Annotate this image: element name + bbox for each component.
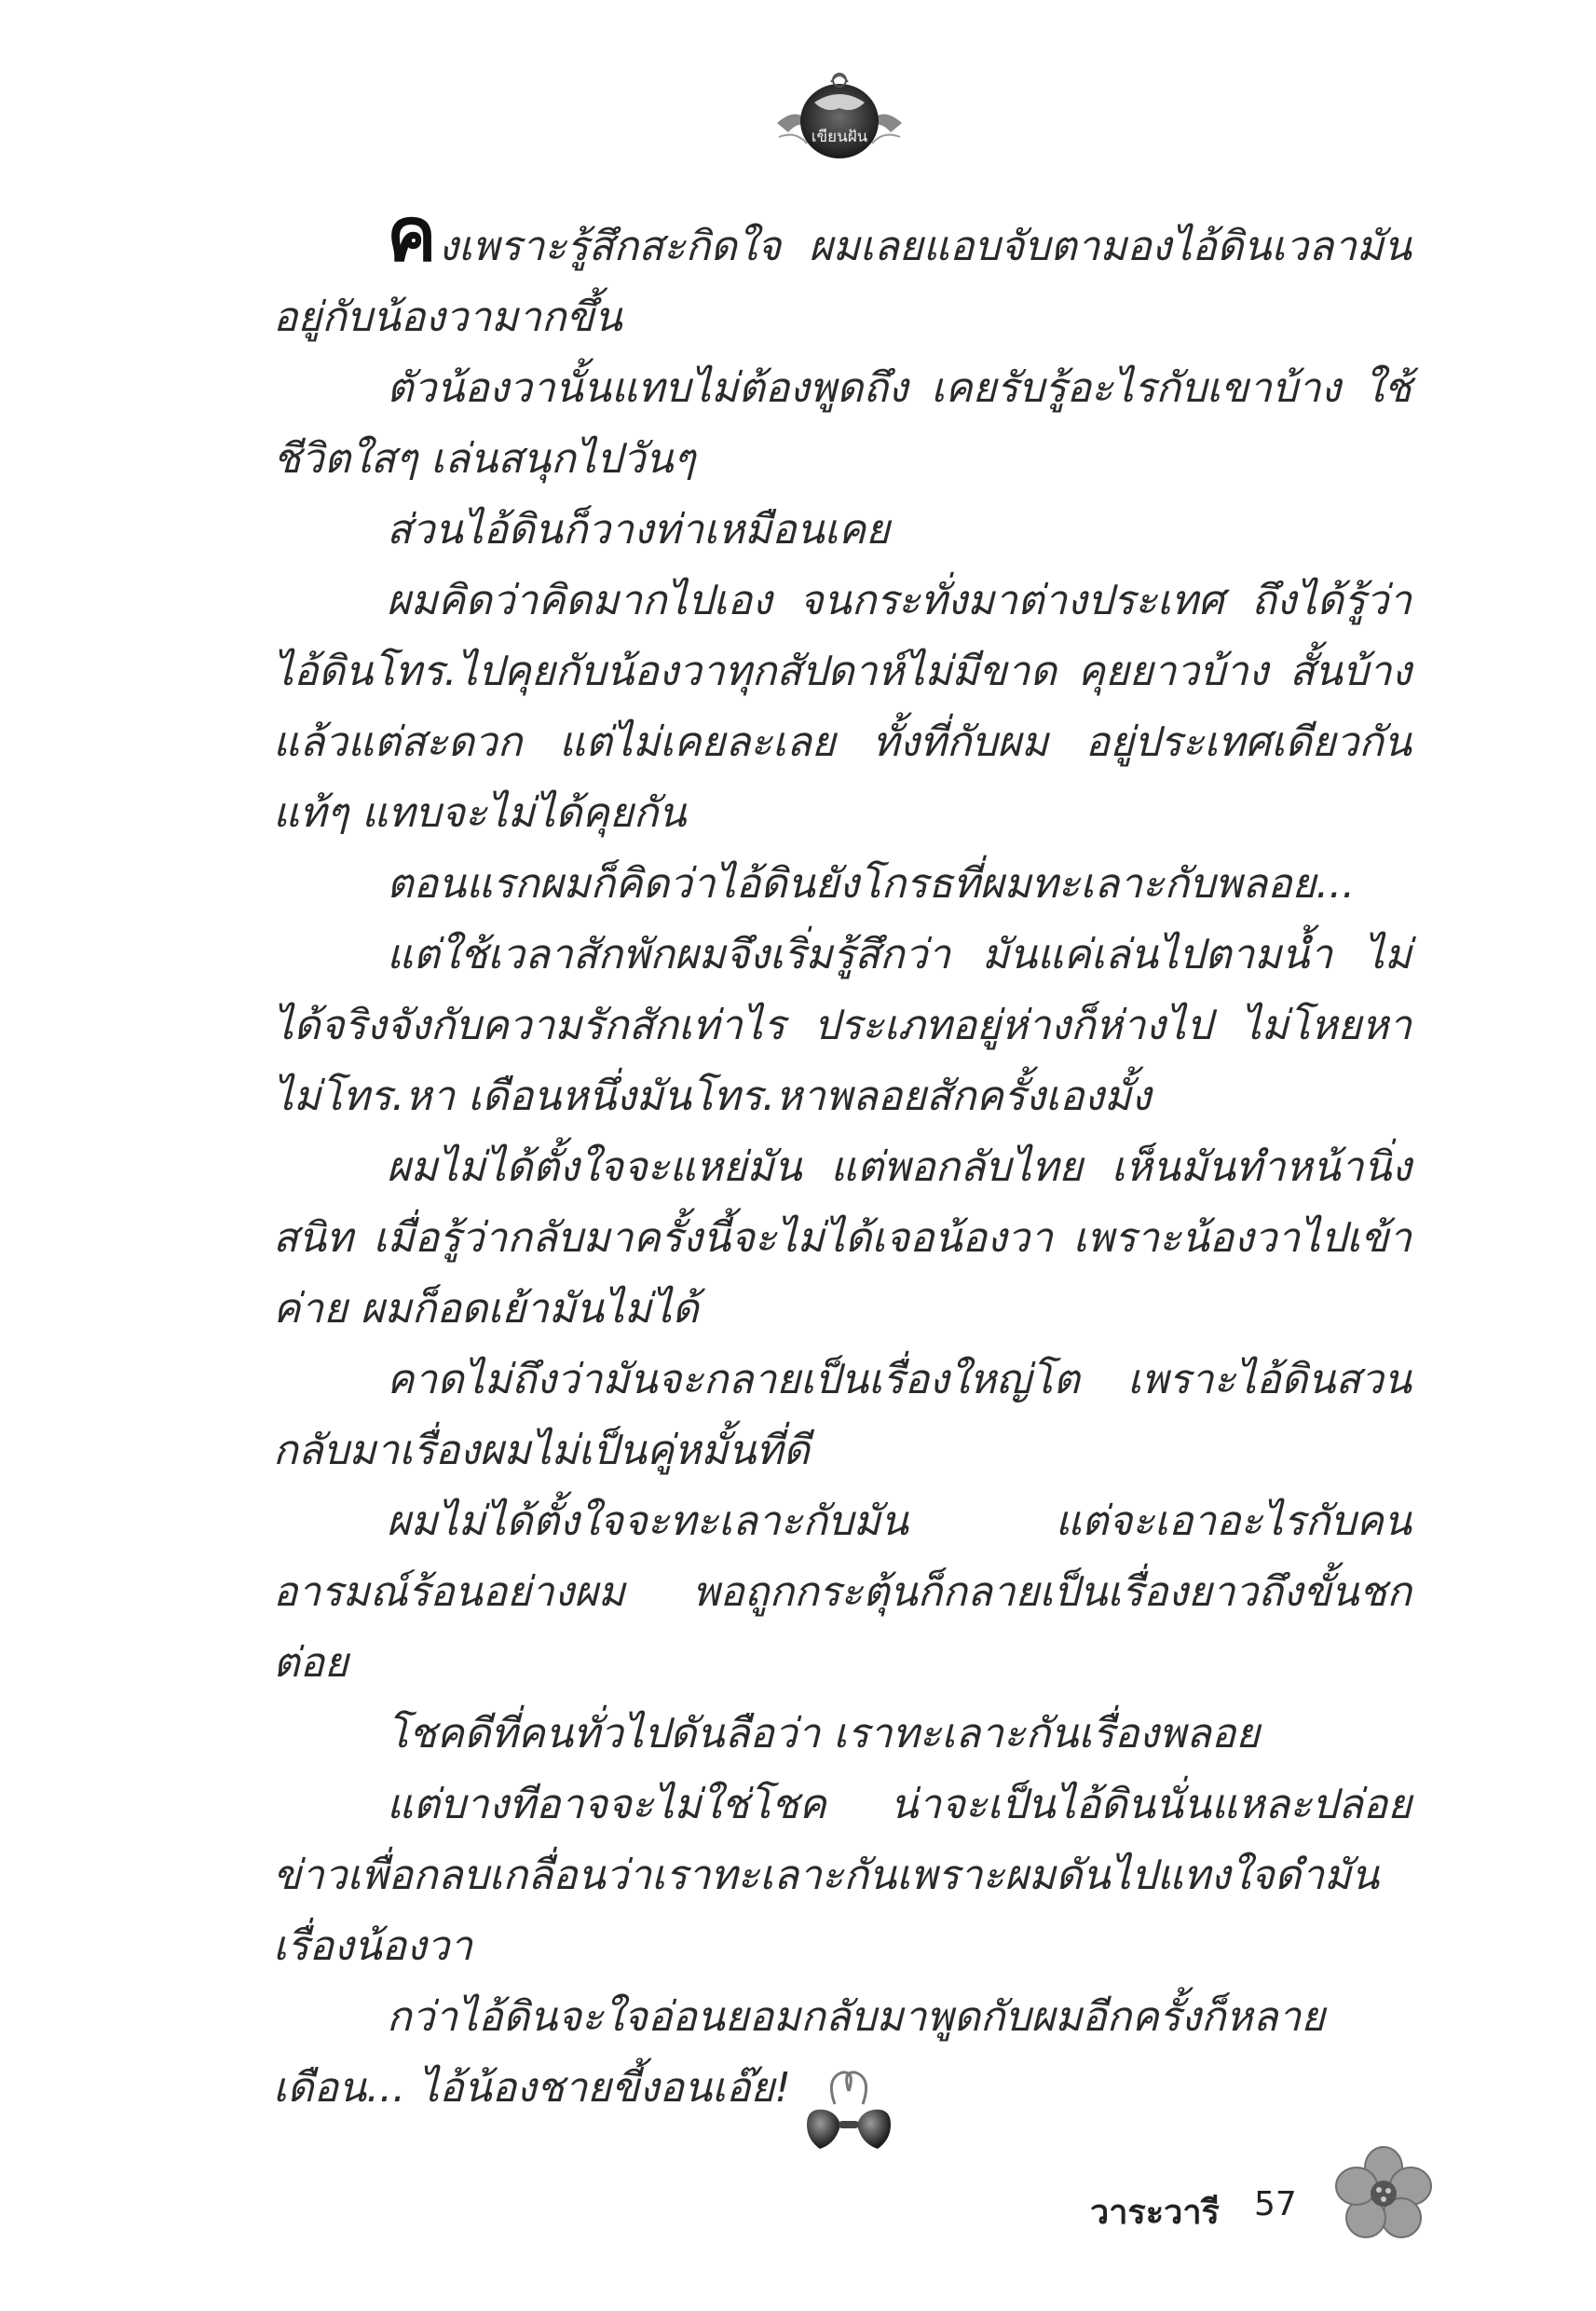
paragraph: ผมคิดว่าคิดมากไปเอง จนกระทั่งมาต่างประเทศ ถึงได้รู้ว่าไอ้ดินโทร.ไปคุยกับน้องวาทุกสัปดาห์ไม่มีขาด คุยยาวบ้าง สั้นบ้าง แล้วแต่สะดวก แต่ไม่เคยละเลย ทั้งที่กับผม อยู่ประเทศเดียวกันแท้ๆ แทบจะไม่ได้คุยกัน	[273, 577, 1412, 837]
paragraph: แต่บางทีอาจจะไม่ใช่โชค น่าจะเป็นไอ้ดินนั่นแหละปล่อยข่าวเพื่อกลบเกลื่อนว่าเราทะเลาะกันเพราะผมดันไปแทงใจดำมันเรื่องน้องวา	[273, 1781, 1412, 1970]
swan-hearts-ornament-icon	[798, 2059, 900, 2162]
emblem-text: เขียนฝัน	[811, 128, 868, 146]
paragraph: ตัวน้องวานั้นแทบไม่ต้องพูดถึง เคยรับรู้อะไรกับเขาบ้าง ใช้ชีวิตใสๆ เล่นสนุกไปวันๆ	[273, 364, 1412, 483]
paragraph: คาดไม่ถึงว่ามันจะกลายเป็นเรื่องใหญ่โต เพราะไอ้ดินสวนกลับมาเรื่องผมไม่เป็นคู่หมั้นที่ดี	[273, 1356, 1412, 1474]
paragraph: ส่วนไอ้ดินก็วางท่าเหมือนเคย	[387, 506, 890, 554]
paragraph: แต่ใช้เวลาสักพักผมจึงเริ่มรู้สึกว่า มันแค่เล่นไปตามน้ำ ไม่ได้จริงจังกับความรักสักเท่าไร ประเภทอยู่ห่างก็ห่างไป ไม่โหยหา ไม่โทร.หา เดือนหนึ่งมันโทร.หาพลอยสักครั้งเองมั้ง	[273, 931, 1412, 1120]
paragraph: ผมไม่ได้ตั้งใจจะทะเลาะกับมัน แต่จะเอาอะไรกับคนอารมณ์ร้อนอย่างผม พอถูกกระตุ้นก็กลายเป็นเรื่องยาวถึงขั้นชกต่อย	[273, 1497, 1412, 1687]
flower-icon	[1330, 2141, 1438, 2244]
page-number: 57	[1254, 2185, 1297, 2223]
story-text	[273, 191, 1412, 2124]
paragraph-1-text: งเพราะรู้สึกสะกิดใจ ผมเลยแอบจับตามองไอ้ดินเวลามันอยู่กับน้องวามากขึ้น	[273, 223, 1412, 341]
paragraph: ผมไม่ได้ตั้งใจจะแหย่มัน แต่พอกลับไทย เห็นมันทำหน้านิ่งสนิท เมื่อรู้ว่ากลับมาครั้งนี้จะไม่ได้เจอน้องวา เพราะน้องวาไปเข้าค่าย ผมก็อดเย้ามันไม่ได้	[273, 1143, 1412, 1333]
paragraph: ตอนแรกผมก็คิดว่าไอ้ดินยังโกรธที่ผมทะเลาะกับพลอย...	[387, 860, 1356, 908]
drop-cap: ค	[387, 191, 439, 278]
ornamental-book-emblem-icon	[770, 67, 909, 170]
paragraph: กว่าไอ้ดินจะใจอ่อนยอมกลับมาพูดกับผมอีกครั้งก็หลายเดือน... ไอ้น้องชายขี้งอนเอ๊ย!	[273, 1993, 1325, 2112]
book-title: วาระวารี	[1090, 2194, 1220, 2232]
paragraph-1	[273, 191, 1412, 353]
paragraph: โชคดีที่คนทั่วไปดันลือว่า เราทะเลาะกันเรื่องพลอย	[387, 1710, 1261, 1757]
